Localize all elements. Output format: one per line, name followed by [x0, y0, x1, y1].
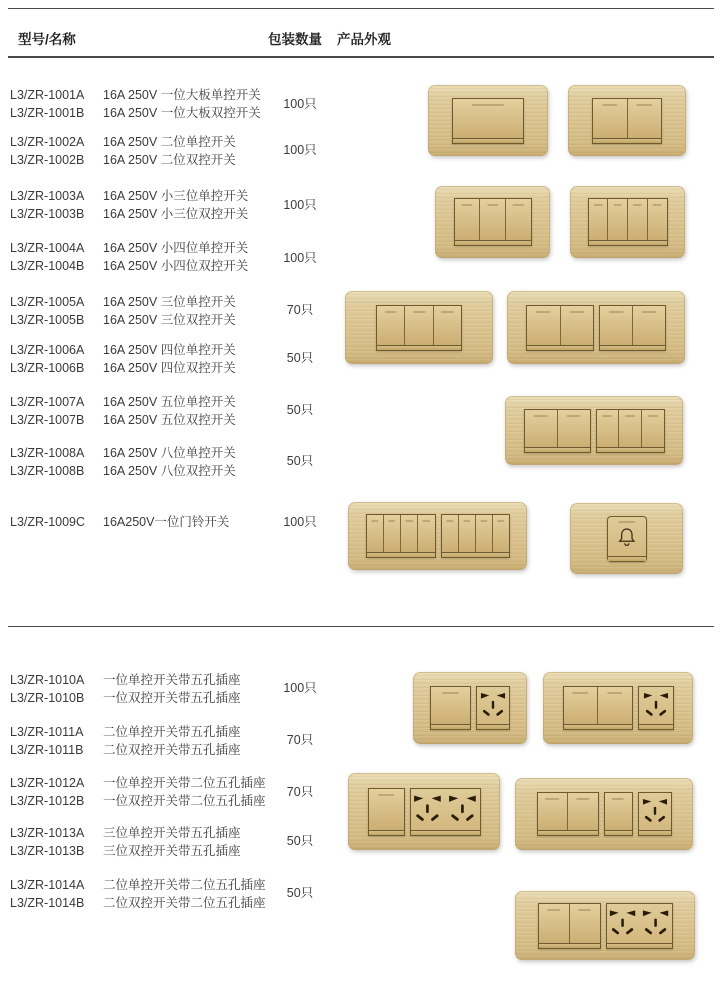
pack-quantity: 70只	[286, 785, 314, 799]
rocker-switch-icon	[589, 199, 608, 240]
module-bottom-lip	[525, 447, 590, 452]
model-code: L3/ZR-1003A	[10, 189, 85, 203]
rocker-switch-icon	[597, 410, 619, 447]
switch2-socket5x2-icon	[515, 891, 695, 960]
rocker-group-icon	[430, 686, 471, 730]
rocker-switch-icon	[458, 515, 475, 552]
model-description: 16A 250V 二位双控开关	[103, 153, 236, 167]
switch-2gang-icon	[568, 85, 686, 156]
model-code: L3/ZR-1008B	[10, 464, 85, 478]
model-description: 16A 250V 小四位单控开关	[103, 241, 249, 255]
model-description: 16A 250V 一位大板单控开关	[103, 88, 261, 102]
rocker-group-icon	[599, 305, 666, 351]
module-bottom-lip	[608, 556, 646, 561]
rocker-switch-icon	[453, 99, 523, 138]
rocker-group-icon	[538, 903, 601, 949]
rocker-switch-icon	[367, 515, 383, 552]
model-description: 16A 250V 小四位双控开关	[103, 259, 249, 273]
switch-4gang-small-icon	[570, 186, 685, 258]
column-header-model: 型号/名称	[18, 32, 76, 47]
rocker-group-icon	[441, 514, 510, 558]
model-description: 一位双控开关带二位五孔插座	[103, 794, 266, 808]
model-description: 一位单控开关带二位五孔插座	[103, 776, 266, 790]
model-description: 16A 250V 八位双控开关	[103, 464, 236, 478]
model-description: 16A 250V 三位双控开关	[103, 313, 236, 327]
model-description: 二位单控开关带二位五孔插座	[103, 878, 266, 892]
rocker-switch-icon	[369, 789, 404, 830]
column-header-qty: 包装数量	[268, 32, 322, 47]
rocker-switch-icon	[618, 410, 641, 447]
model-description: 16A 250V 一位大板双控开关	[103, 106, 261, 120]
model-code: L3/ZR-1011B	[10, 743, 84, 757]
model-code: L3/ZR-1011A	[10, 725, 84, 739]
rocker-switch-icon	[527, 306, 560, 345]
five-hole-slots-icon	[477, 687, 509, 724]
model-description: 二位双控开关带二位五孔插座	[103, 896, 266, 910]
module-bottom-lip	[597, 447, 664, 452]
rocker-switch-icon	[627, 99, 662, 138]
module-bottom-lip	[605, 830, 632, 835]
model-description: 16A 250V 小三位双控开关	[103, 207, 249, 221]
rocker-switch-icon	[560, 306, 594, 345]
model-code: L3/ZR-1012B	[10, 794, 85, 808]
rocker-switch-icon	[593, 99, 627, 138]
switch-3gang-small-icon	[435, 186, 550, 258]
model-description: 16A 250V 四位双控开关	[103, 361, 236, 375]
rocker-switch-icon	[627, 199, 647, 240]
model-code: L3/ZR-1014B	[10, 896, 85, 910]
rocker-switch-icon	[492, 515, 509, 552]
rocker-group-icon	[588, 198, 668, 246]
pack-quantity: 100只	[283, 198, 317, 212]
model-code: L3/ZR-1007A	[10, 395, 85, 409]
model-description: 一位单控开关带五孔插座	[103, 673, 241, 687]
rocker-switch-icon	[600, 306, 632, 345]
module-bottom-lip	[527, 345, 593, 350]
module-bottom-lip	[607, 943, 672, 948]
five-hole-slots-icon	[639, 904, 672, 943]
model-description: 二位单控开关带五孔插座	[103, 725, 241, 739]
five-hole-slots-icon	[410, 789, 445, 830]
socket-5hole-icon	[606, 903, 673, 949]
module-bottom-lip	[367, 552, 435, 557]
rocker-switch-icon	[442, 515, 458, 552]
model-code: L3/ZR-1003B	[10, 207, 85, 221]
rocker-group-icon	[524, 409, 591, 453]
socket-5hole-icon	[410, 788, 481, 836]
socket-5hole-icon	[638, 686, 674, 730]
module-bottom-lip	[639, 830, 671, 835]
rocker-switch-icon	[505, 199, 531, 240]
socket-5hole-icon	[638, 792, 672, 836]
model-code: L3/ZR-1005B	[10, 313, 85, 327]
model-code: L3/ZR-1006B	[10, 361, 85, 375]
model-code: L3/ZR-1004A	[10, 241, 85, 255]
horizontal-rule	[8, 626, 714, 627]
doorbell-button-icon	[607, 516, 647, 562]
rocker-group-icon	[376, 305, 462, 351]
rocker-switch-icon	[377, 306, 404, 345]
rocker-switch-icon	[605, 793, 632, 830]
rocker-switch-icon	[538, 793, 568, 830]
rocker-switch-icon	[455, 199, 480, 240]
rocker-switch-icon	[569, 904, 600, 943]
model-description: 16A 250V 四位单控开关	[103, 343, 236, 357]
model-code: L3/ZR-1001A	[10, 88, 85, 102]
rocker-group-icon	[454, 198, 532, 246]
pack-quantity: 50只	[286, 454, 314, 468]
rocker-switch-icon	[607, 199, 627, 240]
rocker-group-icon	[368, 788, 405, 836]
five-hole-slots-icon	[606, 904, 639, 943]
module-bottom-lip	[411, 830, 480, 835]
rocker-group-icon	[604, 792, 633, 836]
pack-quantity: 50只	[286, 403, 314, 417]
module-bottom-lip	[377, 345, 461, 350]
model-code: L3/ZR-1013B	[10, 844, 85, 858]
model-code: L3/ZR-1012A	[10, 776, 85, 790]
pack-quantity: 70只	[286, 303, 314, 317]
model-code: L3/ZR-1002A	[10, 135, 85, 149]
module-bottom-lip	[539, 943, 600, 948]
pack-quantity: 100只	[283, 143, 317, 157]
rocker-switch-icon	[417, 515, 434, 552]
five-hole-slots-icon	[639, 793, 671, 830]
module-bottom-lip	[538, 830, 598, 835]
model-description: 一位双控开关带五孔插座	[103, 691, 241, 705]
switch-5gang-wide-icon	[505, 396, 683, 465]
module-bottom-lip	[442, 552, 509, 557]
model-code: L3/ZR-1002B	[10, 153, 85, 167]
model-description: 16A 250V 二位单控开关	[103, 135, 236, 149]
switch1-socket5x2-icon	[348, 773, 500, 850]
switch-4gang-wide-icon	[507, 291, 685, 364]
rocker-group-icon	[366, 514, 436, 558]
module-bottom-lip	[589, 240, 667, 245]
model-description: 三位单控开关带五孔插座	[103, 826, 241, 840]
rocker-group-icon	[537, 792, 599, 836]
model-code: L3/ZR-1006A	[10, 343, 85, 357]
rocker-switch-icon	[404, 306, 432, 345]
rocker-switch-icon	[557, 410, 590, 447]
model-code: L3/ZR-1009C	[10, 515, 86, 529]
module-bottom-lip	[477, 724, 509, 729]
rocker-switch-icon	[567, 793, 598, 830]
pack-quantity: 100只	[283, 251, 317, 265]
rocker-group-icon	[563, 686, 633, 730]
five-hole-slots-icon	[639, 687, 673, 724]
switch-1gang-big-icon	[428, 85, 548, 156]
socket-5hole-icon	[476, 686, 510, 730]
rocker-group-icon	[452, 98, 524, 144]
model-code: L3/ZR-1014A	[10, 878, 85, 892]
doorbell-switch-icon	[570, 503, 683, 574]
model-description: 16A250V一位门铃开关	[103, 515, 230, 529]
rocker-group-icon	[526, 305, 594, 351]
model-code: L3/ZR-1010A	[10, 673, 85, 687]
rocker-switch-icon	[525, 410, 557, 447]
model-description: 16A 250V 小三位单控开关	[103, 189, 249, 203]
model-code: L3/ZR-1013A	[10, 826, 85, 840]
rocker-switch-icon	[597, 687, 632, 724]
module-bottom-lip	[453, 138, 523, 143]
model-description: 16A 250V 五位双控开关	[103, 413, 236, 427]
rocker-switch-icon	[632, 306, 665, 345]
pack-quantity: 70只	[286, 733, 314, 747]
model-code: L3/ZR-1008A	[10, 446, 85, 460]
pack-quantity: 100只	[283, 97, 317, 111]
horizontal-rule	[8, 8, 714, 9]
rocker-group-icon	[592, 98, 662, 144]
rocker-switch-icon	[564, 687, 598, 724]
rocker-switch-icon	[647, 199, 667, 240]
module-bottom-lip	[639, 724, 673, 729]
rocker-group-icon	[596, 409, 665, 453]
switch3-socket5-icon	[515, 778, 693, 850]
model-description: 三位双控开关带五孔插座	[103, 844, 241, 858]
rocker-switch-icon	[433, 306, 461, 345]
model-code: L3/ZR-1001B	[10, 106, 85, 120]
module-bottom-lip	[564, 724, 632, 729]
rocker-switch-icon	[383, 515, 400, 552]
horizontal-rule	[8, 56, 714, 58]
rocker-switch-icon	[431, 687, 470, 724]
pack-quantity: 50只	[286, 351, 314, 365]
switch2-socket5-icon	[543, 672, 693, 744]
model-code: L3/ZR-1004B	[10, 259, 85, 273]
model-code: L3/ZR-1007B	[10, 413, 85, 427]
switch1-socket5-icon	[413, 672, 527, 744]
module-bottom-lip	[593, 138, 661, 143]
model-description: 16A 250V 五位单控开关	[103, 395, 236, 409]
module-bottom-lip	[455, 240, 531, 245]
column-header-look: 产品外观	[337, 32, 391, 47]
module-bottom-lip	[431, 724, 470, 729]
rocker-switch-icon	[641, 410, 664, 447]
switch-3gang-wide-icon	[345, 291, 493, 364]
model-code: L3/ZR-1010B	[10, 691, 85, 705]
five-hole-slots-icon	[445, 789, 480, 830]
pack-quantity: 100只	[283, 681, 317, 695]
module-bottom-lip	[369, 830, 404, 835]
rocker-switch-icon	[539, 904, 569, 943]
pack-quantity: 100只	[283, 515, 317, 529]
rocker-switch-icon	[400, 515, 417, 552]
model-description: 16A 250V 三位单控开关	[103, 295, 236, 309]
switch-8gang-wide-icon	[348, 502, 527, 570]
pack-quantity: 50只	[286, 886, 314, 900]
rocker-switch-icon	[479, 199, 505, 240]
model-description: 二位双控开关带五孔插座	[103, 743, 241, 757]
pack-quantity: 50只	[286, 834, 314, 848]
model-description: 16A 250V 八位单控开关	[103, 446, 236, 460]
rocker-switch-icon	[475, 515, 492, 552]
module-bottom-lip	[600, 345, 665, 350]
model-code: L3/ZR-1005A	[10, 295, 85, 309]
